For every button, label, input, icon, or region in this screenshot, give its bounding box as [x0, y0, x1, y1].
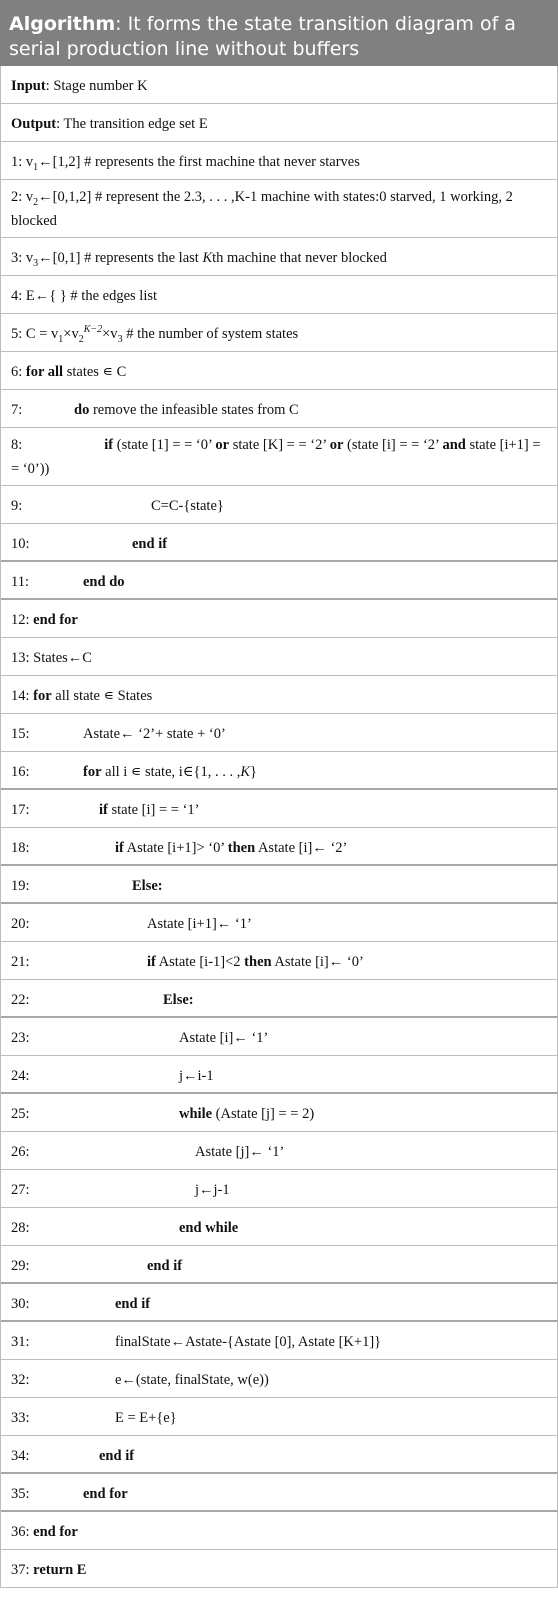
line-11	[1, 562, 557, 600]
line-number: 25:	[11, 1106, 30, 1122]
line-33	[1, 1398, 557, 1436]
code-text: ×v	[102, 326, 118, 342]
line-24	[1, 1056, 557, 1094]
input-row	[1, 66, 557, 104]
code-text: }	[250, 764, 258, 780]
keyword: then	[227, 840, 256, 856]
line-22	[1, 980, 557, 1018]
output-text: : The transition edge set E	[56, 116, 208, 132]
line-17	[1, 790, 557, 828]
line-number: 26:	[11, 1144, 30, 1160]
line-number: 18:	[11, 840, 30, 856]
code	[179, 1102, 314, 1126]
code-text: Astate [i+1]← ‘1’	[147, 916, 252, 932]
code-text: all state ∊ States	[51, 688, 153, 704]
line-30	[1, 1284, 557, 1322]
code-text: ←[1,2] # represents the first machine that never starves	[38, 154, 360, 170]
line-5	[1, 314, 557, 352]
keyword: if	[104, 437, 114, 453]
italic-k: K	[202, 250, 213, 266]
line-1	[1, 142, 557, 180]
output-row	[1, 104, 557, 142]
algorithm-label: Algorithm	[9, 13, 116, 35]
keyword: if	[147, 954, 156, 970]
line-number: 15:	[11, 726, 30, 742]
code-text: states ∊ C	[63, 364, 127, 380]
line-number: 4:	[11, 288, 23, 304]
line-number: 29:	[11, 1258, 30, 1274]
code-text: state [K] = = ‘2’	[229, 437, 330, 453]
keyword: end for	[33, 612, 78, 628]
line-number: 23:	[11, 1030, 30, 1046]
line-number: 16:	[11, 764, 30, 780]
code	[115, 836, 347, 860]
line-number: 31:	[11, 1334, 30, 1350]
code-text: finalState←Astate-{Astate [0], Astate [K+1]}	[115, 1334, 382, 1350]
code-text: (state [1] = = ‘0’	[113, 437, 216, 453]
code-text: # the number of system states	[122, 326, 299, 342]
keyword: do	[74, 402, 90, 418]
keyword: end do	[83, 574, 125, 590]
keyword: Else:	[132, 878, 163, 894]
line-3	[1, 238, 557, 276]
line-28	[1, 1208, 557, 1246]
keyword: for all	[25, 364, 64, 380]
algorithm-header	[0, 0, 558, 66]
code-text: th machine that never blocked	[212, 250, 387, 266]
code-text: v	[25, 154, 34, 170]
line-19	[1, 866, 557, 904]
code-text: C = v	[25, 326, 59, 342]
code-text: Astate [i+1]> ‘0’	[123, 840, 228, 856]
code	[99, 798, 200, 822]
code	[83, 760, 257, 784]
line-10	[1, 524, 557, 562]
code-text: ×v	[63, 326, 79, 342]
line-9	[1, 486, 557, 524]
line-number: 7:	[11, 402, 23, 418]
line-number: 35:	[11, 1486, 30, 1502]
line-number: 1:	[11, 154, 23, 170]
keyword: then	[244, 954, 272, 970]
keyword: end if	[132, 536, 168, 552]
line-26	[1, 1132, 557, 1170]
line-number: 19:	[11, 878, 30, 894]
keyword: end while	[179, 1220, 239, 1236]
line-7	[1, 390, 557, 428]
keyword: return E	[33, 1562, 87, 1578]
line-14	[1, 676, 557, 714]
code-text: ←[0,1] # represents the last	[38, 250, 203, 266]
code-text: Astate [j]← ‘1’	[195, 1144, 285, 1160]
line-6	[1, 352, 557, 390]
code-text: Astate [i-1]<2	[155, 954, 245, 970]
line-number: 5:	[11, 326, 23, 342]
code	[147, 950, 364, 974]
line-16	[1, 752, 557, 790]
subscript: 3	[33, 257, 39, 269]
line-number: 17:	[11, 802, 30, 818]
line-number: 2:	[11, 189, 23, 205]
input-text: : Stage number K	[45, 78, 148, 94]
line-12	[1, 600, 557, 638]
keyword: and	[442, 437, 466, 453]
subscript: 2	[33, 196, 39, 208]
keyword: end if	[99, 1448, 135, 1464]
code-text: e←(state, finalState, w(e))	[115, 1372, 269, 1388]
line-36	[1, 1512, 557, 1550]
keyword: end for	[83, 1486, 128, 1502]
code-text: Astate← ‘2’+ state + ‘0’	[83, 726, 226, 742]
line-number: 11:	[11, 574, 29, 590]
code	[74, 398, 299, 422]
line-27	[1, 1170, 557, 1208]
keyword: end if	[147, 1258, 183, 1274]
line-15	[1, 714, 557, 752]
line-34	[1, 1436, 557, 1474]
code-text: remove the infeasible states from C	[89, 402, 299, 418]
code-text: state [i] = = ‘1’	[107, 802, 200, 818]
code-text: (state [i] = = ‘2’	[343, 437, 443, 453]
code-text: (Astate [j] = = 2)	[212, 1106, 315, 1122]
line-number: 32:	[11, 1372, 30, 1388]
line-number: 28:	[11, 1220, 30, 1236]
code-text: v	[25, 250, 34, 266]
line-number: 6:	[11, 364, 23, 380]
code-text: Astate [i]← ‘0’	[271, 954, 364, 970]
line-number: 3:	[11, 250, 23, 266]
code-text: all i ∊ state, i∈{1, . . . ,	[101, 764, 241, 780]
line-number: 8:	[11, 437, 23, 453]
code-text: state [i+1] = = ‘0’))	[11, 437, 541, 477]
line-13	[1, 638, 557, 676]
line-number: 33:	[11, 1410, 30, 1426]
keyword: or	[329, 437, 344, 453]
code-text: E←{ } # the edges list	[25, 288, 158, 304]
subscript: 2	[78, 333, 84, 345]
subscript: 1	[33, 161, 39, 173]
line-31	[1, 1322, 557, 1360]
line-number: 24:	[11, 1068, 30, 1084]
line-number: 21:	[11, 954, 30, 970]
line-4	[1, 276, 557, 314]
keyword: for	[33, 688, 52, 704]
keyword: Else:	[163, 992, 194, 1008]
line-number: 37:	[11, 1562, 30, 1578]
line-number: 34:	[11, 1448, 30, 1464]
line-number: 14:	[11, 688, 30, 704]
keyword: or	[215, 437, 230, 453]
line-21	[1, 942, 557, 980]
line-20	[1, 904, 557, 942]
algorithm-body	[0, 66, 558, 1588]
output-label: Output	[11, 116, 57, 132]
line-2	[1, 180, 557, 238]
subscript: 1	[58, 333, 64, 345]
algorithm-title: : It forms the state transition diagram of a serial production line without buffers	[9, 13, 516, 60]
italic-k: K	[240, 764, 251, 780]
line-number: 20:	[11, 916, 30, 932]
code-text: Astate [i]← ‘1’	[179, 1030, 269, 1046]
line-number: 30:	[11, 1296, 30, 1312]
code-text: States←C	[33, 650, 92, 666]
code-text: j←i-1	[179, 1068, 214, 1084]
code-text: Astate [i]← ‘2’	[255, 840, 348, 856]
subscript: 3	[117, 333, 123, 345]
line-8	[1, 428, 557, 486]
keyword: if	[99, 802, 108, 818]
keyword: end for	[33, 1524, 78, 1540]
line-35	[1, 1474, 557, 1512]
input-label: Input	[11, 78, 46, 94]
line-number: 36:	[11, 1524, 30, 1540]
keyword: for	[83, 764, 102, 780]
code-text: ←[0,1,2] # represent the 2.3, . . . ,K-1 machine with states:0 starved, 1 working, 2 blocked	[11, 189, 513, 229]
line-number: 10:	[11, 536, 30, 552]
line-18	[1, 828, 557, 866]
code-text: C=C-{state}	[151, 498, 224, 514]
line-number: 12:	[11, 612, 30, 628]
line-25	[1, 1094, 557, 1132]
keyword: end if	[115, 1296, 151, 1312]
line-32	[1, 1360, 557, 1398]
superscript	[84, 324, 102, 335]
code-text: j←j-1	[195, 1182, 230, 1198]
line-29	[1, 1246, 557, 1284]
line-number: 9:	[11, 498, 23, 514]
code-text: v	[25, 189, 34, 205]
line-number: 27:	[11, 1182, 30, 1198]
keyword: while	[179, 1106, 213, 1122]
exponent: K−2	[83, 324, 103, 336]
code-text: E = E+{e}	[115, 1410, 177, 1426]
line-number: 13:	[11, 650, 30, 666]
line-number: 22:	[11, 992, 30, 1008]
line-37	[1, 1550, 557, 1588]
keyword: if	[115, 840, 124, 856]
line-23	[1, 1018, 557, 1056]
